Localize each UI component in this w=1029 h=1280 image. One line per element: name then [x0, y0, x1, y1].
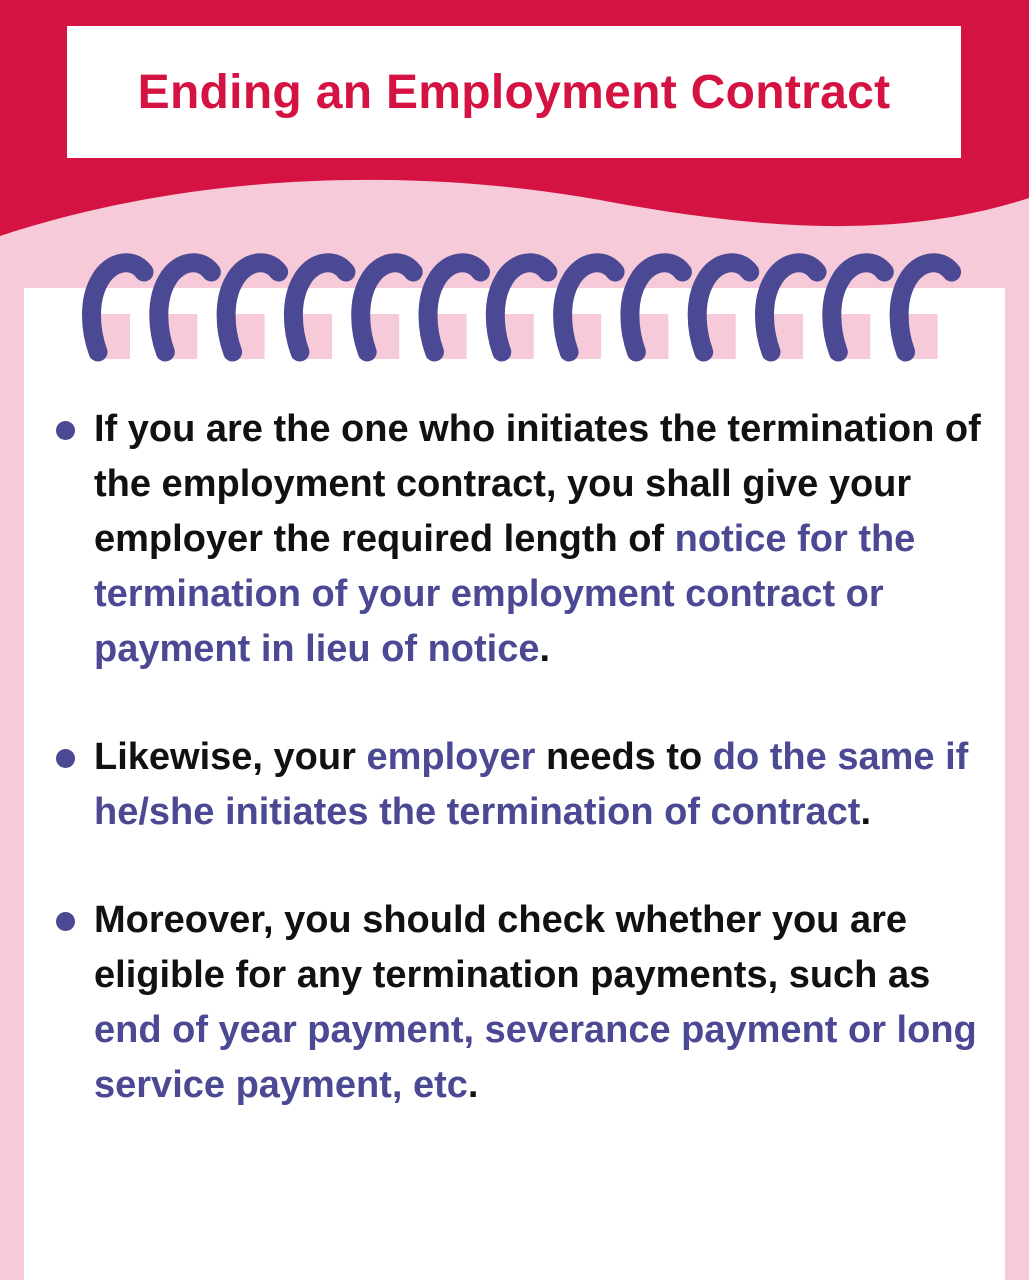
bullet-text-segment: . — [539, 628, 551, 670]
page-title: Ending an Employment Contract — [137, 65, 891, 119]
title-box — [67, 26, 961, 158]
bullet-text-segment: Likewise, your — [94, 736, 367, 778]
bullet-item — [54, 730, 984, 840]
bullet-dot-icon — [56, 912, 75, 931]
bullet-dot-icon — [56, 749, 75, 768]
bullet-text-segment: . — [467, 1064, 479, 1106]
bullet-text-segment: needs to — [535, 736, 713, 778]
bullet-text-segment: . — [860, 791, 872, 833]
bullet-list — [54, 402, 984, 1113]
highlighted-text-segment: end of year payment, severance payment or long service payment, etc — [94, 1009, 977, 1106]
bullet-text-segment: If you are the one who initiates the termination of the employment contract, you shall give your employer the required length of — [94, 408, 981, 560]
bullet-item — [54, 893, 984, 1113]
bullet-dot-icon — [56, 421, 75, 440]
highlighted-text-segment: employer — [366, 736, 536, 778]
bullet-text-segment: Moreover, you should check whether you are eligible for any termination payments, such as — [94, 899, 931, 996]
bullet-item — [54, 402, 984, 677]
highlighted-text-segment: notice for the termination of your employment contract or payment in lieu of notice — [94, 518, 916, 670]
highlighted-text-segment: do the same if he/she initiates the termination of contract — [94, 736, 969, 833]
